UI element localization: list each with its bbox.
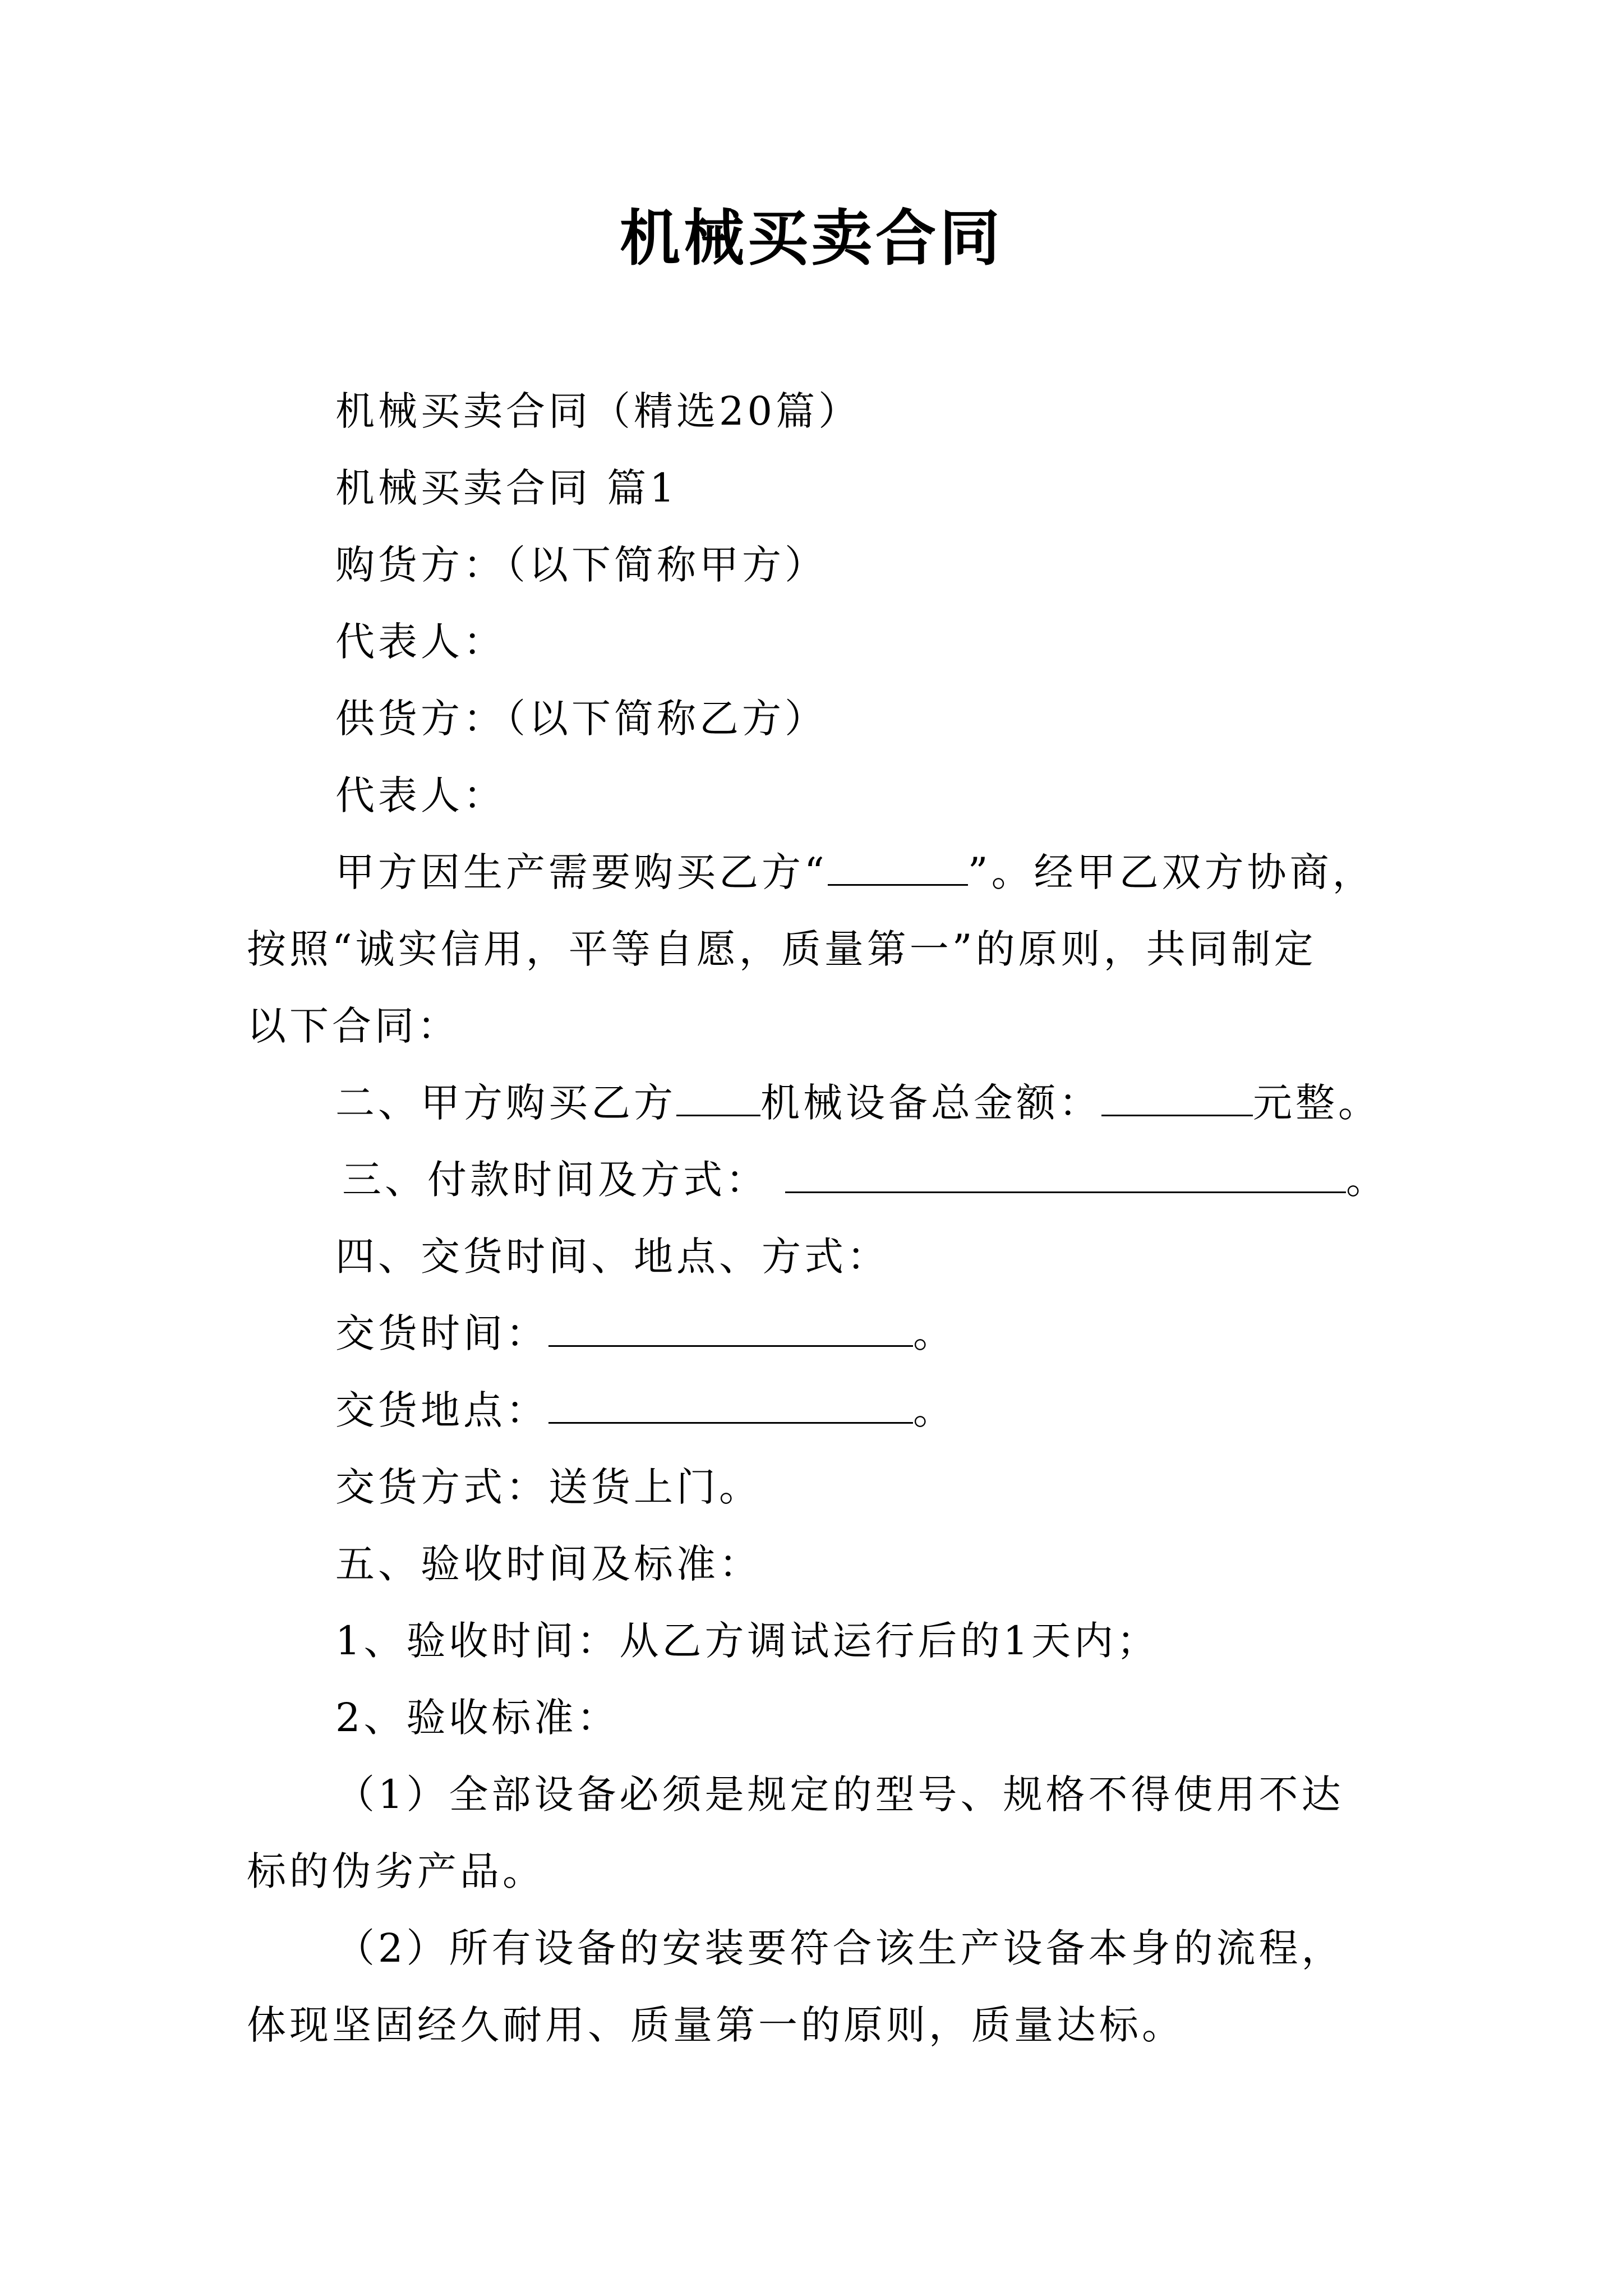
clause-text: 机械设备总金额： [760, 1080, 1101, 1126]
clause-text: 元整。 [1253, 1080, 1381, 1126]
paragraph-line [335, 844, 1375, 900]
fill-in-blank [785, 1152, 1346, 1193]
fill-in-blank [548, 1383, 913, 1424]
clause-line: 五、验收时间及标准： [335, 1541, 762, 1587]
fill-in-blank [1101, 1075, 1253, 1116]
paragraph-text: ”。经甲乙双方协商， [967, 849, 1375, 895]
clause-line: （1）全部设备必须是规定的型号、规格不得使用不达 [335, 1772, 1344, 1818]
clause-line [342, 1152, 1389, 1208]
clause-text: 三、付款时间及方式： [342, 1157, 768, 1203]
clause-line: 标的伪劣产品。 [247, 1848, 545, 1894]
supplier-line: 供货方：（以下简称乙方） [335, 696, 827, 742]
paragraph-line: 以下合同： [247, 1003, 460, 1049]
clause-text: 。 [913, 1387, 956, 1433]
paragraph-text: 甲方因生产需要购买乙方“ [335, 849, 828, 895]
clause-text: 交货地点： [335, 1387, 548, 1433]
fill-in-blank [548, 1306, 913, 1347]
subtitle-line: 机械买卖合同（精选20篇） [335, 388, 861, 434]
clause-line [335, 1382, 956, 1438]
clause-line: 四、交货时间、地点、方式： [335, 1234, 889, 1280]
fill-in-blank [676, 1075, 760, 1116]
clause-text: 交货时间： [335, 1310, 548, 1356]
clause-line: 体现坚固经久耐用、质量第一的原则，质量达标。 [247, 2002, 1184, 2048]
clause-line: 2、验收标准： [335, 1695, 620, 1741]
clause-line: 交货方式：送货上门。 [335, 1464, 762, 1510]
clause-line: （2）所有设备的安装要符合该生产设备本身的流程， [335, 1925, 1344, 1971]
clause-line: 1、验收时间：从乙方调试运行后的1天内； [335, 1618, 1160, 1664]
supplier-representative-line: 代表人： [335, 772, 506, 818]
clause-line [335, 1305, 956, 1361]
clause-line [335, 1075, 1381, 1131]
paragraph-line: 按照“诚实信用，平等自愿，质量第一”的原则，共同制定 [247, 926, 1317, 972]
document-title: 机械买卖合同 [619, 203, 1003, 274]
fill-in-blank [828, 845, 968, 886]
buyer-representative-line: 代表人： [335, 619, 506, 665]
section-heading: 机械买卖合同 篇1 [335, 465, 678, 511]
clause-text: 二、甲方购买乙方 [335, 1080, 676, 1126]
clause-text: 。 [1346, 1157, 1389, 1203]
buyer-line: 购货方：（以下简称甲方） [335, 542, 827, 588]
clause-text: 。 [913, 1310, 956, 1356]
